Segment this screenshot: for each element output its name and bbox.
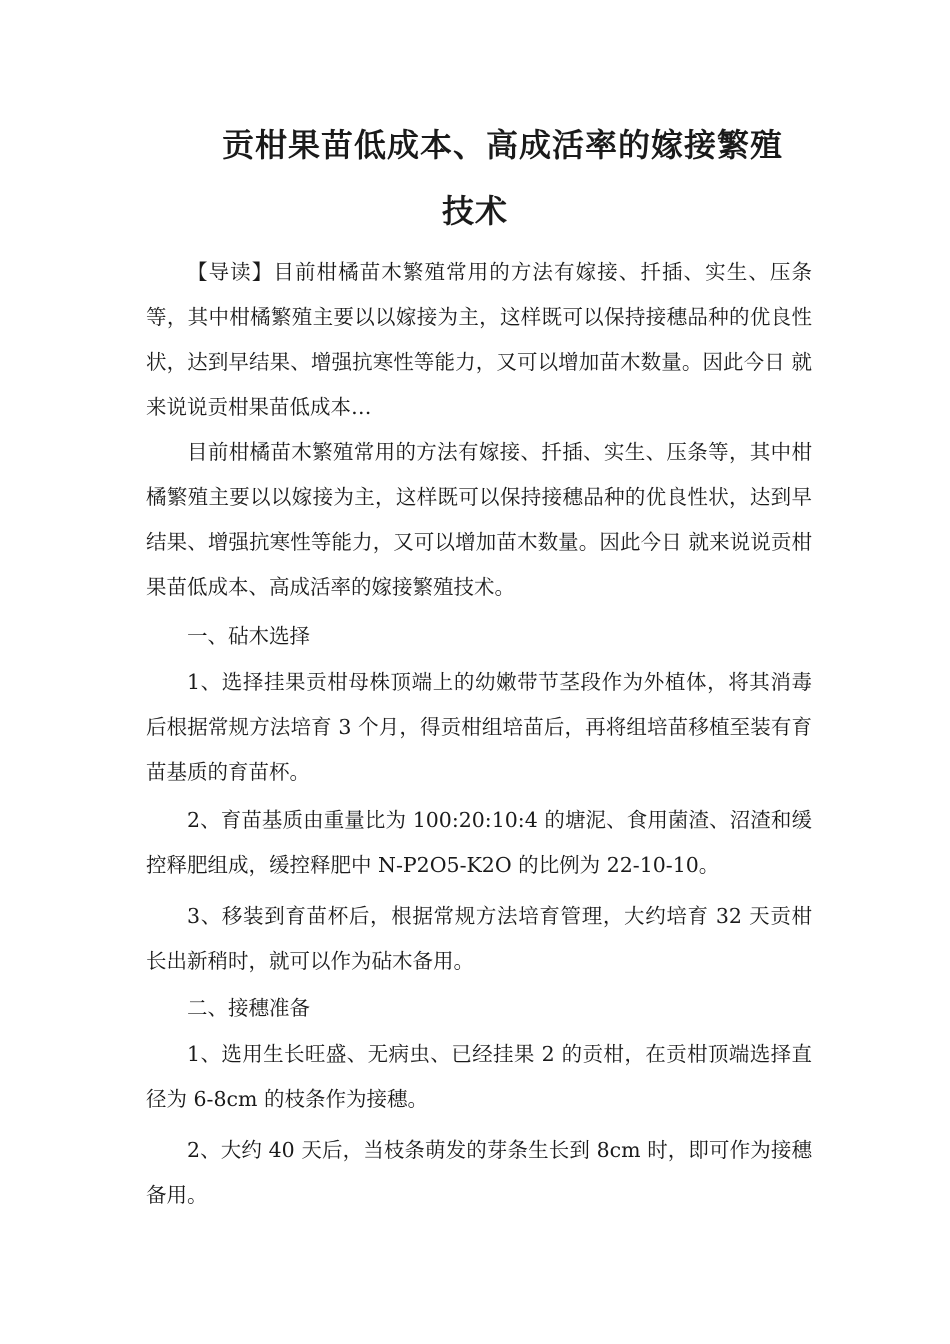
section2-item-1: 1、选用生长旺盛、无病虫、已经挂果 2 的贡柑，在贡柑顶端选择直径为 6-8cm 的枝条作为接穗。 (146, 1042, 812, 1111)
section1-item-1: 1、选择挂果贡柑母株顶端上的幼嫩带节茎段作为外植体，将其消毒后根据常规方法培育 3 个月，得贡柑组培苗后，再将组培苗移植至装有育苗基质的育苗杯。 (146, 670, 812, 784)
section-heading-rootstock: 一、砧木选择 (187, 624, 310, 648)
document-title-line-2: 技术 (442, 192, 509, 230)
body-paragraph: 目前柑橘苗木繁殖常用的方法有嫁接、扦插、实生、压条等，其中柑橘繁殖主要以以嫁接为主，这样既可以保持接穗品种的优良性状，达到早结果、增强抗寒性等能力，又可以增加苗木数量。因此今日 就来说说贡柑果苗低成本、高成活率的嫁接繁殖技术。 (146, 440, 812, 599)
intro-paragraph: 【导读】目前柑橘苗木繁殖常用的方法有嫁接、扦插、实生、压条等，其中柑橘繁殖主要以以嫁接为主，这样既可以保持接穗品种的优良性状，达到早结果、增强抗寒性等能力，又可以增加苗木数量。因此今日 就来说说贡柑果苗低成本… (146, 260, 812, 419)
section2-item-2: 2、大约 40 天后，当枝条萌发的芽条生长到 8cm 时，即可作为接穗备用。 (146, 1138, 812, 1207)
document-title-line-1: 贡柑果苗低成本、高成活率的嫁接繁殖 (222, 126, 784, 164)
section1-item-3: 3、移装到育苗杯后，根据常规方法培育管理，大约培育 32 天贡柑长出新稍时，就可以作为砧木备用。 (146, 904, 812, 973)
section1-item-2: 2、育苗基质由重量比为 100:20:10:4 的塘泥、食用菌渣、沼渣和缓控释肥组成，缓控释肥中 N-P2O5-K2O 的比例为 22-10-10。 (146, 808, 812, 877)
section-heading-scion: 二、接穗准备 (187, 996, 310, 1020)
